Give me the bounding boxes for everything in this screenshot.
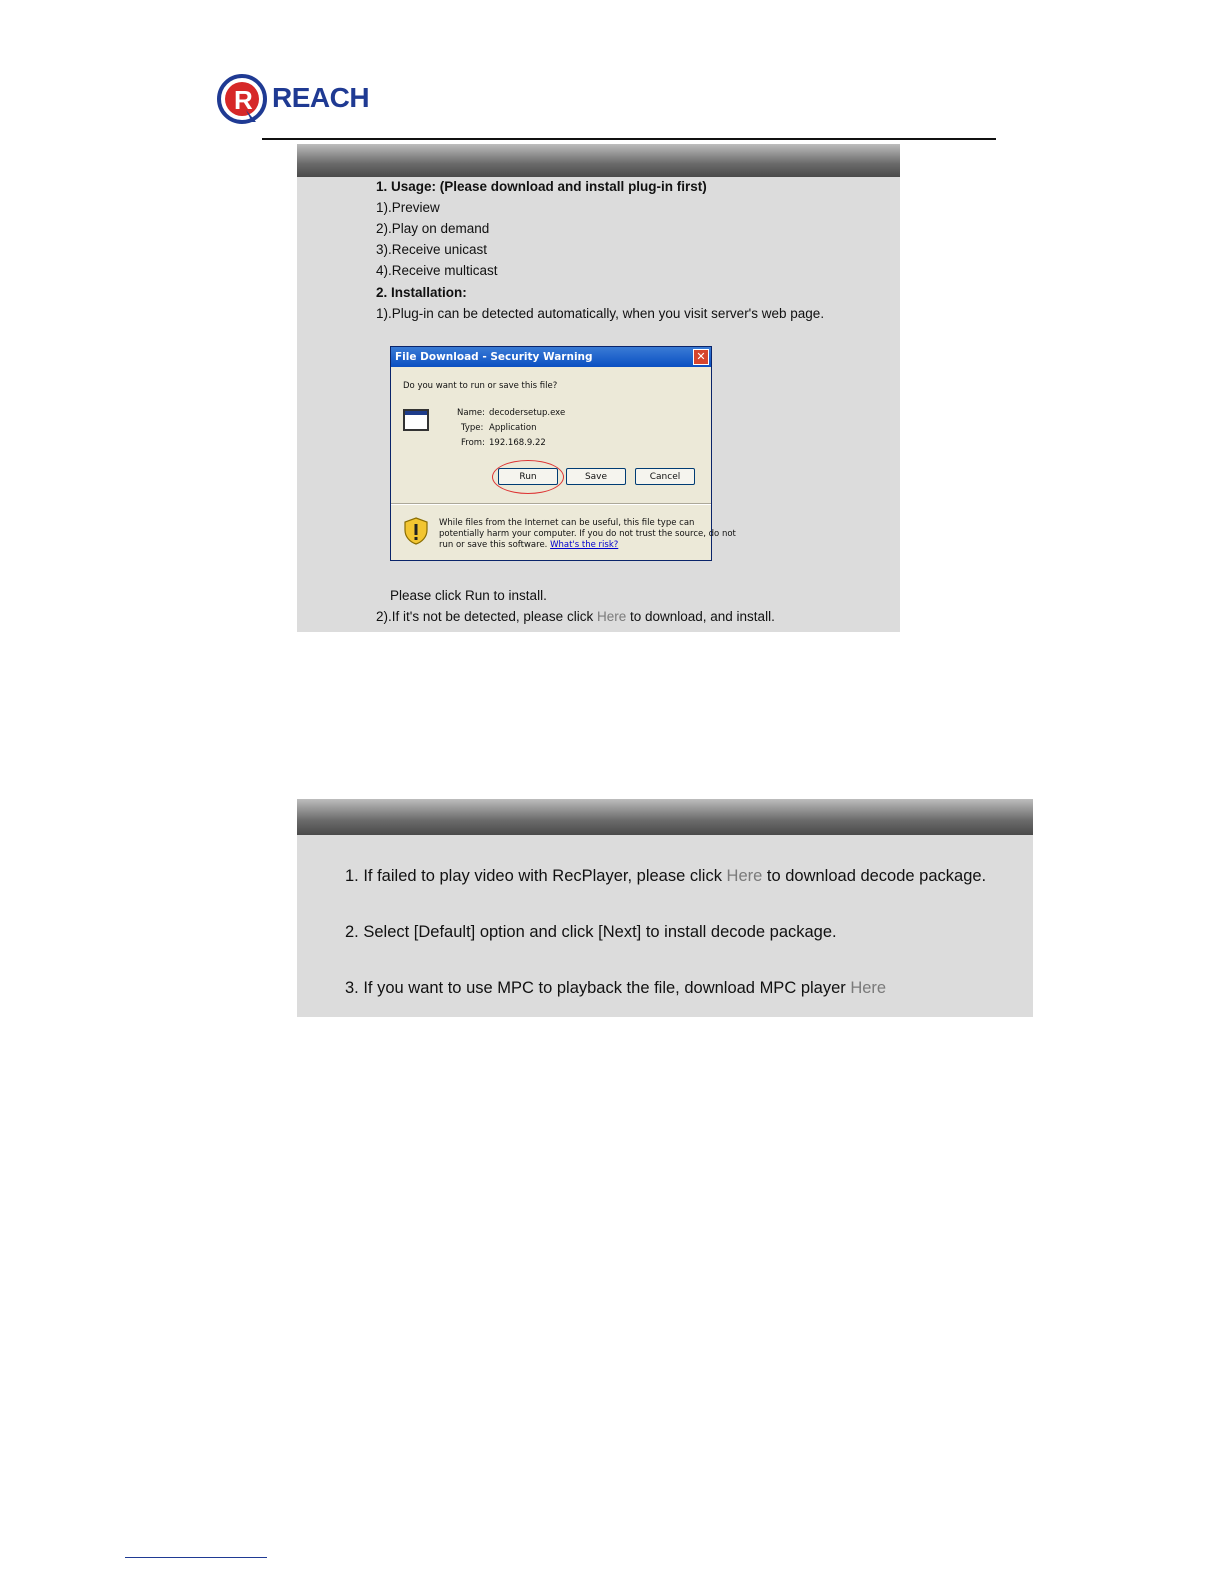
run-button[interactable]: Run	[498, 468, 558, 485]
warning-line-1: While files from the Internet can be useful, this file type can	[439, 518, 695, 528]
shield-warning-icon	[403, 517, 429, 545]
install-step-2-pre: 2).If it's not be detected, please click	[376, 609, 597, 624]
reach-logo	[216, 72, 396, 126]
type-label: Type:	[461, 423, 484, 433]
close-icon[interactable]: ✕	[693, 349, 709, 365]
panel-header-bar	[297, 799, 1033, 835]
install-step-2	[376, 609, 775, 624]
decode-item-3	[345, 979, 886, 998]
install-step-1: 1).Plug-in can be detected automatically, when you visit server's web page.	[376, 306, 825, 321]
decode-item-1-pre: 1. If failed to play video with RecPlayer, please click	[345, 867, 727, 885]
decode-package-panel	[297, 799, 1033, 1017]
cancel-button[interactable]: Cancel	[635, 468, 695, 485]
header-divider	[262, 138, 996, 140]
footer-link-underline	[125, 1557, 267, 1558]
whats-the-risk-link[interactable]: What's the risk?	[550, 540, 619, 550]
from-label: From:	[461, 438, 485, 448]
name-value: decodersetup.exe	[489, 408, 566, 418]
type-value: Application	[489, 423, 537, 433]
install-step-2-post: to download, and install.	[626, 609, 775, 624]
usage-heading: 1. Usage: (Please download and install plug-in first)	[376, 179, 707, 194]
dialog-separator	[391, 503, 711, 505]
decode-item-1	[345, 867, 986, 886]
save-button[interactable]: Save	[566, 468, 626, 485]
decode-item-1-post: to download decode package.	[762, 867, 987, 885]
usage-item-unicast: 3).Receive unicast	[376, 242, 488, 257]
run-note: Please click Run to install.	[390, 588, 547, 603]
warning-line-3-text: run or save this software.	[439, 540, 551, 550]
application-icon	[403, 409, 429, 431]
decode-package-here-link[interactable]: Here	[726, 867, 763, 885]
name-label: Name:	[457, 408, 485, 418]
dialog-title-bar	[391, 347, 711, 367]
installation-heading: 2. Installation:	[376, 285, 467, 300]
dialog-question: Do you want to run or save this file?	[403, 381, 558, 391]
svg-text:R: R	[234, 85, 253, 115]
usage-item-multicast: 4).Receive multicast	[376, 263, 498, 278]
warning-line-2: potentially harm your computer. If you do not trust the source, do not	[439, 529, 736, 539]
usage-item-preview: 1).Preview	[376, 200, 440, 215]
usage-item-play-on-demand: 2).Play on demand	[376, 221, 490, 236]
plugin-download-here-link[interactable]: Here	[596, 609, 627, 624]
from-value: 192.168.9.22	[489, 438, 546, 448]
file-download-dialog	[390, 346, 736, 561]
logo-wordmark: REACH	[272, 82, 370, 113]
decode-item-2: 2. Select [Default] option and click [Next] to install decode package.	[345, 923, 837, 941]
warning-line-3	[439, 540, 618, 550]
reach-logo-icon	[216, 72, 268, 126]
decode-item-3-pre: 3. If you want to use MPC to playback the file, download MPC player	[345, 979, 851, 997]
panel-header-bar	[297, 144, 900, 177]
dialog-title: File Download - Security Warning	[395, 351, 593, 363]
mpc-player-here-link[interactable]: Here	[850, 979, 887, 997]
plugin-usage-panel	[297, 144, 900, 632]
